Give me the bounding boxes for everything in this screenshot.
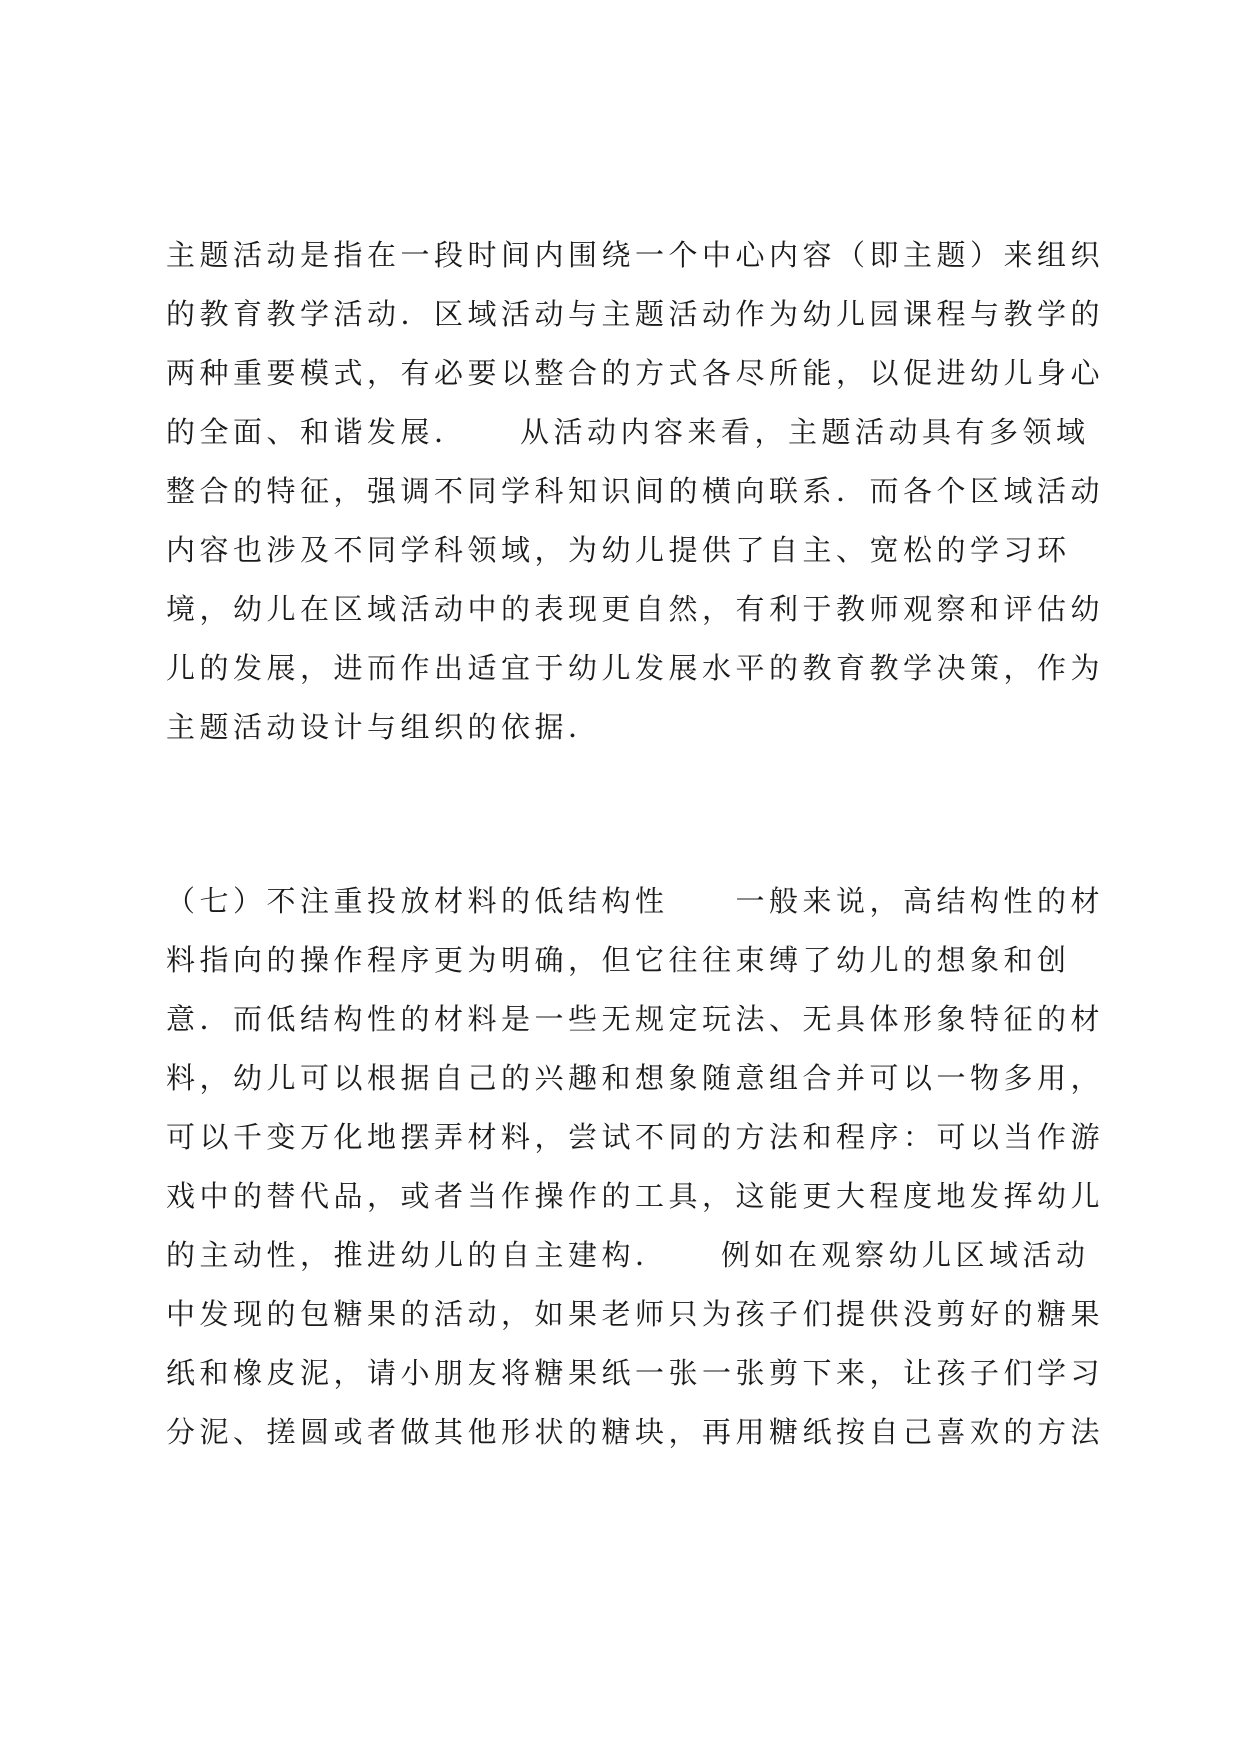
paragraph-low-structure-materials <box>166 872 1105 1462</box>
paragraph-theme-activity <box>166 226 1105 757</box>
text-line: 的全面、和谐发展． 从活动内容来看，主题活动具有多领域 <box>166 415 1090 449</box>
text-line: 分泥、搓圆或者做其他形状的糖块，再用糖纸按自己喜欢的方法 <box>166 1415 1105 1449</box>
text-line: 意．而低结构性的材料是一些无规定玩法、无具体形象特征的材 <box>166 1002 1105 1036</box>
text-line: 可以千变万化地摆弄材料，尝试不同的方法和程序：可以当作游 <box>166 1120 1105 1154</box>
text-line: 的主动性，推进幼儿的自主建构． 例如在观察幼儿区域活动 <box>166 1238 1090 1272</box>
text-line: 整合的特征，强调不同学科知识间的横向联系．而各个区域活动 <box>166 474 1105 508</box>
text-line: 儿的发展，进而作出适宜于幼儿发展水平的教育教学决策，作为 <box>166 651 1105 685</box>
text-line: 料，幼儿可以根据自己的兴趣和想象随意组合并可以一物多用， <box>166 1061 1105 1095</box>
text-line: 两种重要模式，有必要以整合的方式各尽所能，以促进幼儿身心 <box>166 356 1105 390</box>
text-line: 主题活动设计与组织的依据． <box>166 710 602 744</box>
text-line: 料指向的操作程序更为明确，但它往往束缚了幼儿的想象和创 <box>166 943 1071 977</box>
text-line: 中发现的包糖果的活动，如果老师只为孩子们提供没剪好的糖果 <box>166 1297 1105 1331</box>
section-heading-line: （七）不注重投放材料的低结构性 一般来说，高结构性的材 <box>166 884 1105 918</box>
text-line: 戏中的替代品，或者当作操作的工具，这能更大程度地发挥幼儿 <box>166 1179 1105 1213</box>
text-line: 纸和橡皮泥，请小朋友将糖果纸一张一张剪下来，让孩子们学习 <box>166 1356 1105 1390</box>
text-line: 的教育教学活动．区域活动与主题活动作为幼儿园课程与教学的 <box>166 297 1105 331</box>
text-line: 主题活动是指在一段时间内围绕一个中心内容（即主题）来组织 <box>166 238 1105 272</box>
text-line: 内容也涉及不同学科领域，为幼儿提供了自主、宽松的学习环 <box>166 533 1071 567</box>
text-line: 境，幼儿在区域活动中的表现更自然，有利于教师观察和评估幼 <box>166 592 1105 626</box>
